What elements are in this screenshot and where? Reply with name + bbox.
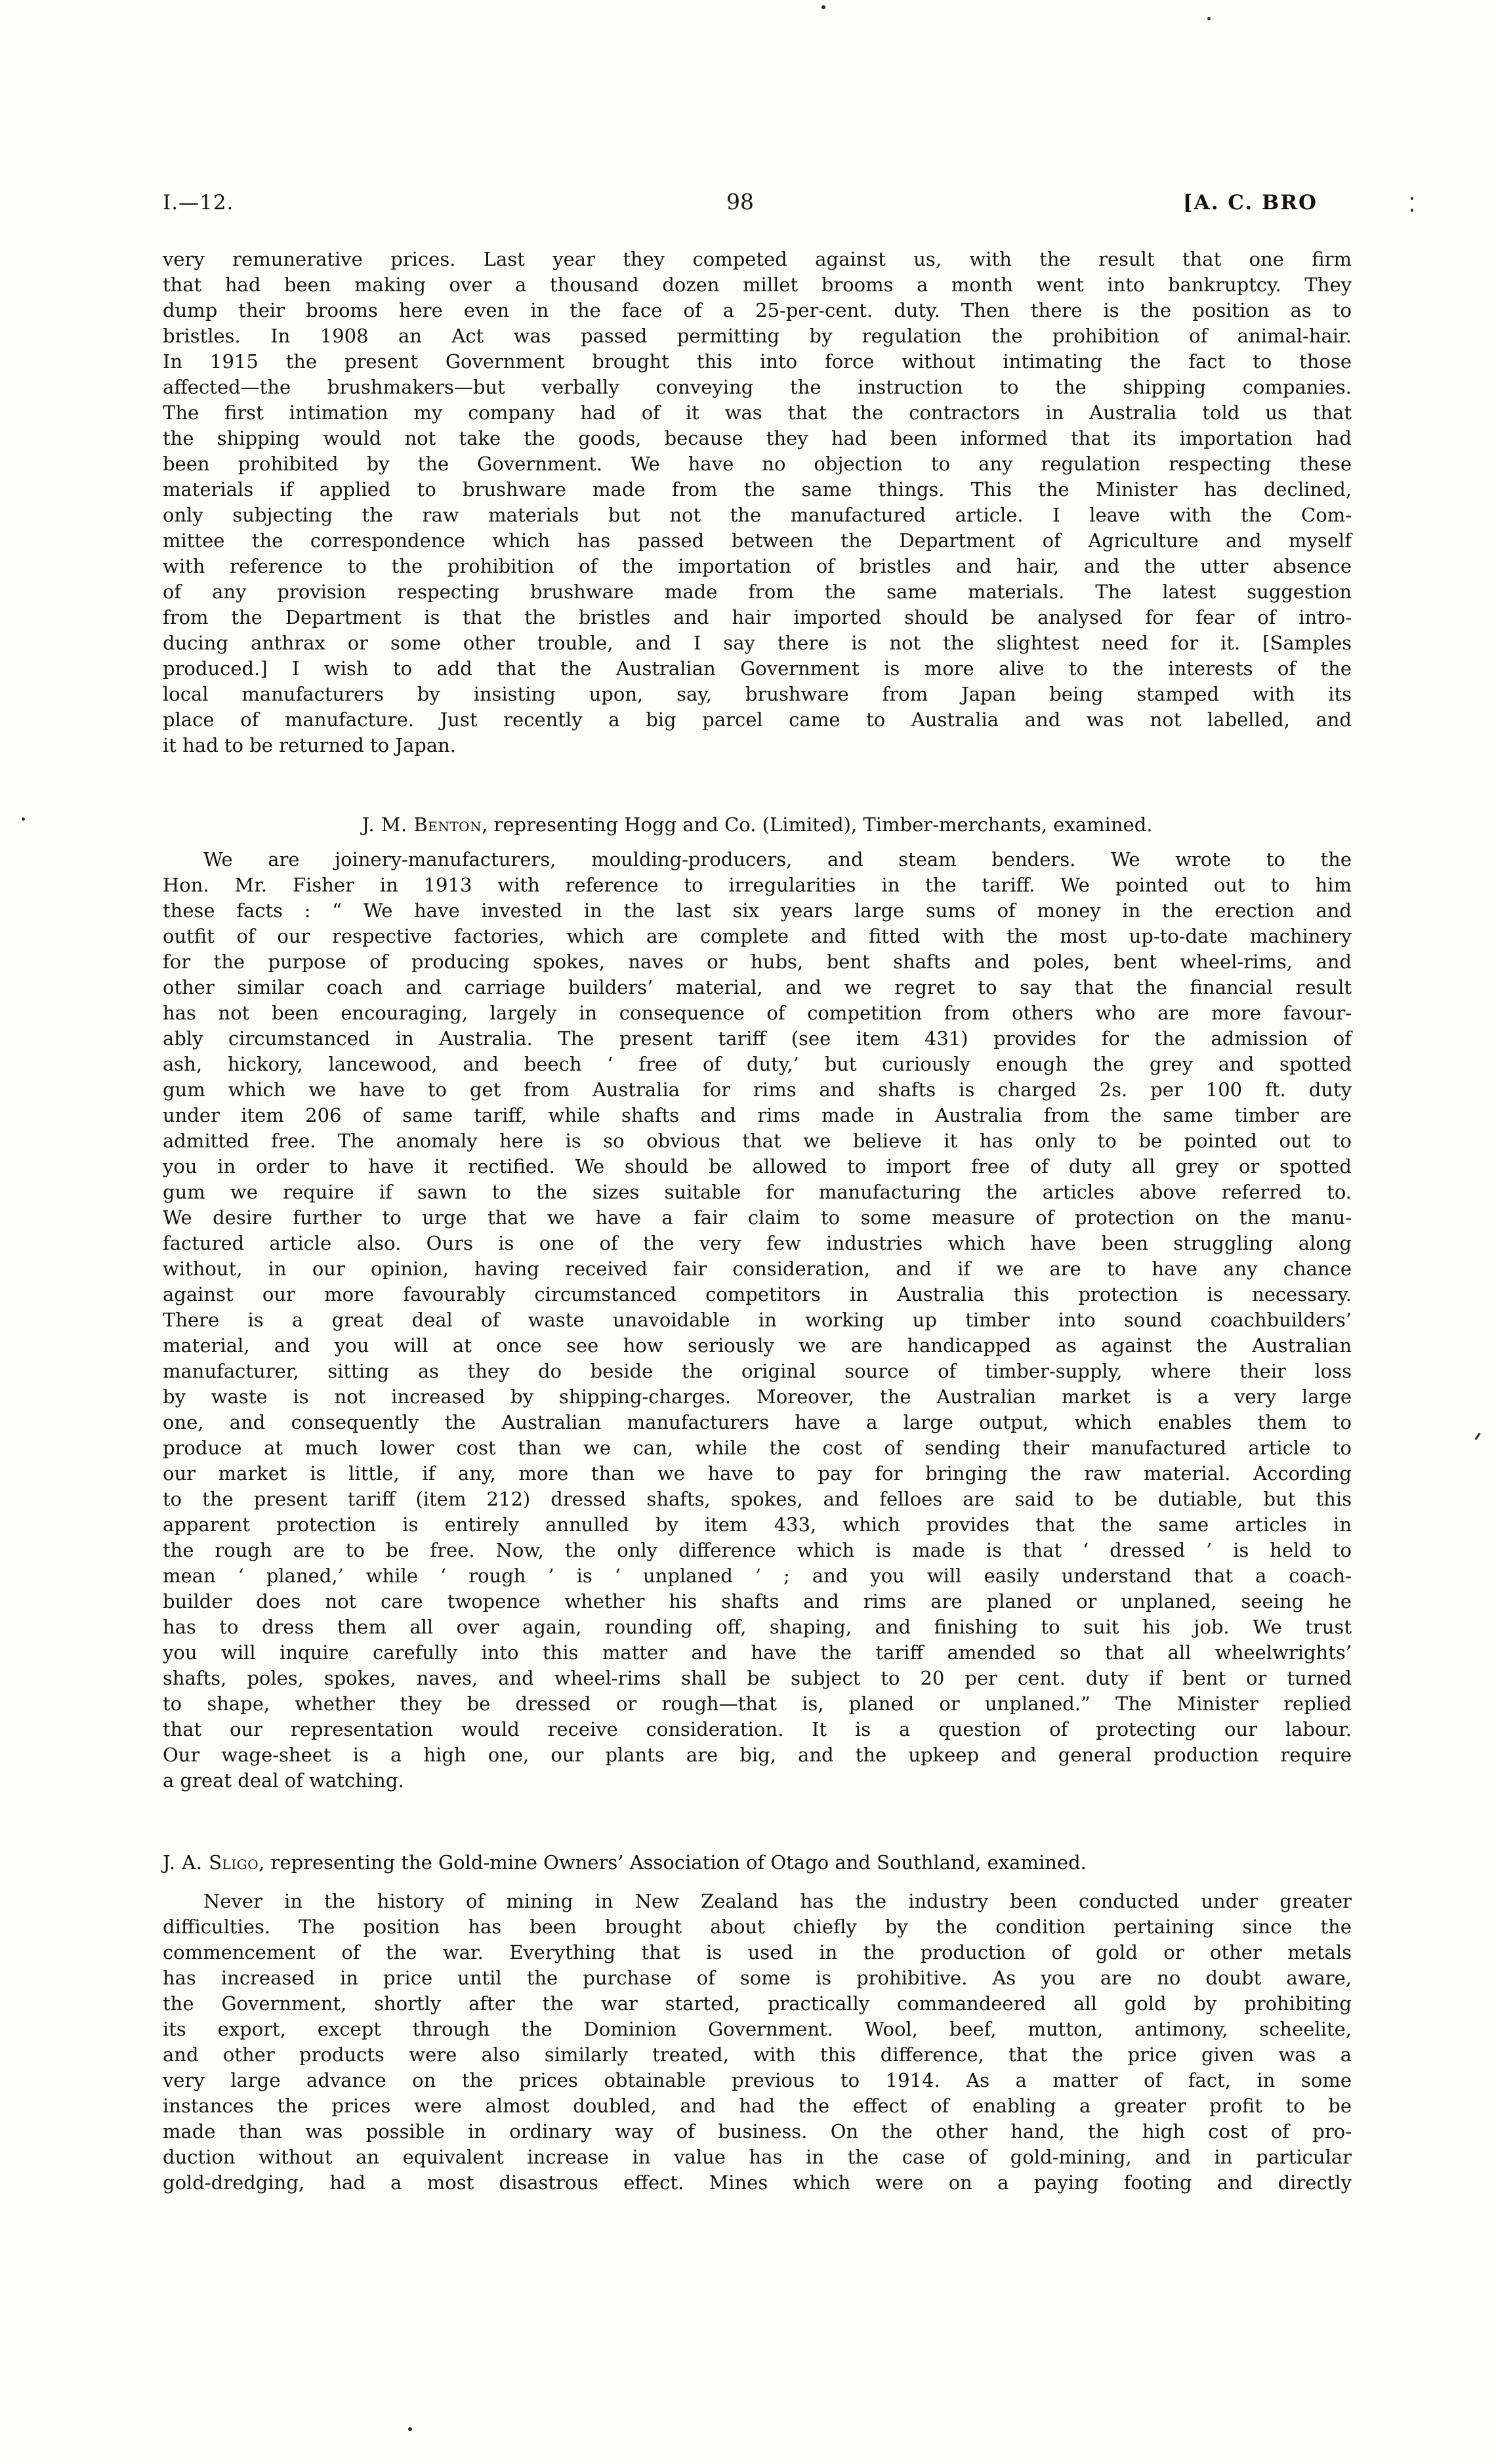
text-line: these facts : “ We have invested in the last six years large sums of money in the erection and: [163, 899, 1352, 922]
text-line: difficulties. The position has been brought about chiefly by the condition pertaining since the: [163, 1916, 1352, 1938]
text-line: the Government, shortly after the war started, practically commandeered all gold by prohibiting: [163, 1992, 1352, 2015]
text-line: under item 206 of same tariff, while shafts and rims made in Australia from the same timber are: [163, 1104, 1352, 1126]
text-line: our market is little, if any, more than we have to pay for bringing the raw material. According: [163, 1462, 1352, 1485]
document-body: [163, 247, 1352, 2196]
text-line: produce at much lower cost than we can, while the cost of sending their manufactured article to: [163, 1437, 1352, 1459]
text-line: with reference to the prohibition of the importation of bristles and hair, and the utter absence: [163, 555, 1352, 577]
text-line: has to dress them all over again, rounding off, shaping, and finishing to suit his job. We trust: [163, 1616, 1352, 1638]
witness-name: J. A. Sligo: [163, 1851, 259, 1874]
text-line: you will inquire carefully into this matter and have the tariff amended so that all wheelwrights’: [163, 1641, 1352, 1664]
text-line: for the purpose of producing spokes, naves or hubs, bent shafts and poles, bent wheel-rims, and: [163, 951, 1352, 973]
scan-speck: [408, 2427, 412, 2431]
text-line: materials if applied to brushware made from the same things. This the Minister has declined,: [163, 478, 1352, 501]
section-heading: [163, 812, 1352, 838]
text-line: by waste is not increased by shipping-charges. Moreover, the Australian market is a very large: [163, 1386, 1352, 1408]
testimony-paragraph: [163, 247, 1352, 758]
text-line: against our more favourably circumstanced competitors in Australia this protection is necessary.: [163, 1283, 1352, 1305]
text-line: has not been encouraging, largely in consequence of competition from others who are more favour-: [163, 1002, 1352, 1024]
text-line: a great deal of watching.: [163, 1769, 404, 1792]
text-line: very large advance on the prices obtainable previous to 1914. As a matter of fact, in some: [163, 2069, 1352, 2091]
text-line: material, and you will at once see how seriously we are handicapped as against the Australian: [163, 1334, 1352, 1357]
scan-speck: [1207, 17, 1211, 20]
text-line: commencement of the war. Everything that is used in the production of gold or other metals: [163, 1941, 1352, 1963]
text-line: outfit of our respective factories, which are complete and fitted with the most up-to-date machinery: [163, 925, 1352, 947]
paper-number: I.—12.: [163, 191, 234, 215]
text-line: dump their brooms here even in the face of a 25-per-cent. duty. Then there is the position as to: [163, 299, 1352, 321]
text-line: has increased in price until the purchase of some is prohibitive. As you are no doubt aware,: [163, 1967, 1352, 1989]
testimony-paragraph: [163, 847, 1352, 1794]
text-line: only subjecting the raw materials but not the manufactured article. I leave with the Com-: [163, 504, 1352, 526]
text-line: Hon. Mr. Fisher in 1913 with reference to irregularities in the tariff. We pointed out to him: [163, 874, 1352, 896]
text-line: builder does not care twopence whether his shafts and rims are planed or unplaned, seeing he: [163, 1590, 1352, 1612]
text-line: its export, except through the Dominion Government. Wool, beef, mutton, antimony, scheelite,: [163, 2018, 1352, 2040]
witness-name: J. M. Benton: [362, 813, 482, 836]
text-line: to shape, whether they be dressed or rough—that is, planed or unplaned.” The Minister replied: [163, 1693, 1352, 1715]
text-line: without, in our opinion, having received fair consideration, and if we are to have any chance: [163, 1258, 1352, 1280]
text-line: apparent protection is entirely annulled by item 433, which provides that the same articles in: [163, 1513, 1352, 1536]
page-header: [163, 189, 1352, 215]
text-line: the shipping would not take the goods, because they had been informed that its importation had: [163, 427, 1352, 449]
text-line: place of manufacture. Just recently a big parcel came to Australia and was not labelled, and: [163, 708, 1352, 731]
text-line: that had been making over a thousand dozen millet brooms a month went into bankruptcy. They: [163, 274, 1352, 296]
text-line: In 1915 the present Government brought this into force without intimating the fact to those: [163, 350, 1352, 373]
text-line: Our wage-sheet is a high one, our plants are big, and the upkeep and general production require: [163, 1744, 1352, 1766]
scan-speck: [22, 817, 25, 821]
text-line: admitted free. The anomaly here is so obvious that we believe it has only to be pointed out to: [163, 1130, 1352, 1152]
text-line: made than was possible in ordinary way of business. On the other hand, the high cost of pro-: [163, 2120, 1352, 2143]
scan-speck: [1474, 1433, 1480, 1441]
text-line: ably circumstanced in Australia. The present tariff (see item 431) provides for the admission of: [163, 1027, 1352, 1050]
text-line: gum which we have to get from Australia for rims and shafts is charged 2s. per 100 ft. duty: [163, 1078, 1352, 1101]
text-line: very remunerative prices. Last year they competed against us, with the result that one firm: [163, 248, 1352, 270]
text-line: gold-dredging, had a most disastrous effect. Mines which were on a paying footing and directly: [163, 2171, 1352, 2194]
text-line: that our representation would receive consideration. It is a question of protecting our labour.: [163, 1718, 1352, 1740]
text-line: local manufacturers by insisting upon, say, brushware from Japan being stamped with its: [163, 683, 1352, 705]
section-heading: [163, 1850, 1352, 1876]
text-line: other similar coach and carriage builders’ material, and we regret to say that the financial result: [163, 976, 1352, 998]
text-line: instances the prices were almost doubled, and had the effect of enabling a greater profit to be: [163, 2095, 1352, 2117]
witness-description: , representing the Gold-mine Owners’ Association of Otago and Southland, examined.: [259, 1851, 1087, 1874]
text-line: and other products were also similarly treated, with this difference, that the price given was a: [163, 2043, 1352, 2066]
text-line: to the present tariff (item 212) dressed shafts, spokes, and felloes are said to be dutiable, but this: [163, 1488, 1352, 1510]
text-line: from the Department is that the bristles and hair imported should be analysed for fear of intro-: [163, 606, 1352, 628]
text-line: been prohibited by the Government. We have no objection to any regulation respecting these: [163, 453, 1352, 475]
text-line: mean ‘ planed,’ while ‘ rough ’ is ‘ unplaned ’ ; and you will easily understand that a coach-: [163, 1565, 1352, 1587]
scan-speck: [1411, 209, 1413, 212]
text-line: The first intimation my company had of it was that the contractors in Australia told us that: [163, 401, 1352, 424]
text-line: gum we require if sawn to the sizes suitable for manufacturing the articles above referred to.: [163, 1181, 1352, 1203]
text-line: duction without an equivalent increase in value has in the case of gold-mining, and in particular: [163, 2146, 1352, 2168]
text-line: shafts, poles, spokes, naves, and wheel-rims shall be subject to 20 per cent. duty if bent or turned: [163, 1667, 1352, 1689]
text-line: of any provision respecting brushware made from the same materials. The latest suggestion: [163, 581, 1352, 603]
witness-description: , representing Hogg and Co. (Limited), Timber-merchants, examined.: [482, 813, 1153, 836]
text-line: mittee the correspondence which has passed between the Department of Agriculture and myself: [163, 529, 1352, 552]
text-line: manufacturer, sitting as they do beside the original source of timber-supply, where their loss: [163, 1360, 1352, 1382]
text-line: Never in the history of mining in New Zealand has the industry been conducted under greater: [203, 1890, 1352, 1912]
text-line: the rough are to be free. Now, the only difference which is made is that ‘ dressed ’ is held to: [163, 1539, 1352, 1561]
text-line: There is a great deal of waste unavoidable in working up timber into sound coachbuilders’: [163, 1309, 1352, 1331]
scan-speck: [1411, 197, 1413, 200]
testimony-paragraph: [163, 1889, 1352, 2196]
text-line: bristles. In 1908 an Act was passed permitting by regulation the prohibition of animal-hair.: [163, 325, 1352, 347]
text-line: ash, hickory, lancewood, and beech ‘ free of duty,’ but curiously enough the grey and spotted: [163, 1053, 1352, 1075]
text-line: We are joinery-manufacturers, moulding-producers, and steam benders. We wrote to the: [203, 848, 1352, 871]
page-number: 98: [726, 189, 754, 215]
text-line: produced.] I wish to add that the Australian Government is more alive to the interests of the: [163, 657, 1352, 680]
text-line: it had to be returned to Japan.: [163, 734, 457, 756]
text-line: you in order to have it rectified. We should be allowed to import free of duty all grey or spotted: [163, 1155, 1352, 1178]
text-line: factured article also. Ours is one of the very few industries which have been struggling along: [163, 1232, 1352, 1254]
scan-speck: [821, 5, 825, 9]
witness-running-head: [A. C. BRO: [1183, 191, 1318, 215]
text-line: ducing anthrax or some other trouble, and I say there is not the slightest need for it. [Samples: [163, 632, 1352, 654]
text-line: one, and consequently the Australian manufacturers have a large output, which enables them to: [163, 1411, 1352, 1433]
text-line: affected—the brushmakers—but verbally conveying the instruction to the shipping companies.: [163, 376, 1352, 398]
text-line: We desire further to urge that we have a fair claim to some measure of protection on the manu-: [163, 1206, 1352, 1229]
